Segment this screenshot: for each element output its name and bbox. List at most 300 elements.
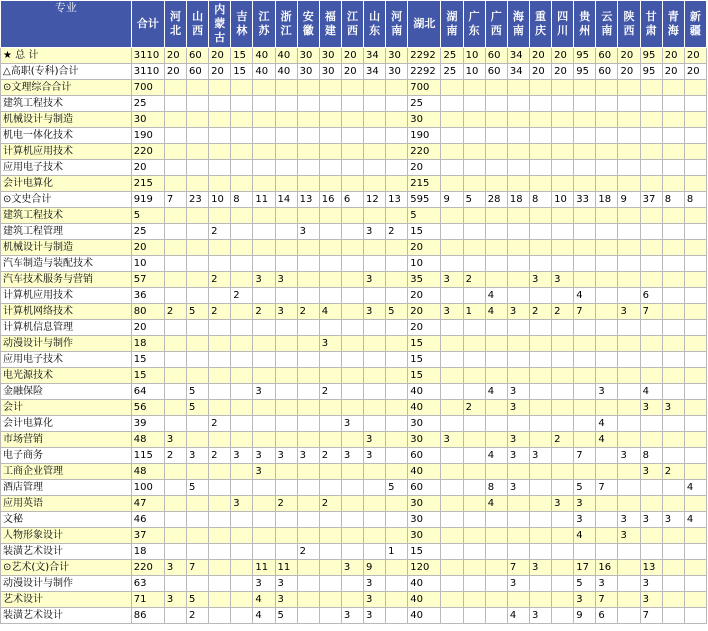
header-col: 四川	[552, 1, 574, 48]
major-name-cell: 计算机应用技术	[1, 144, 132, 160]
value-cell: 40	[408, 576, 441, 592]
value-cell	[386, 112, 408, 128]
value-cell	[485, 144, 507, 160]
value-cell	[187, 336, 209, 352]
value-cell	[319, 112, 341, 128]
value-cell	[164, 224, 186, 240]
value-cell: 4	[485, 448, 507, 464]
value-cell	[463, 464, 485, 480]
value-cell	[552, 128, 574, 144]
value-cell	[341, 384, 363, 400]
value-cell: 18	[131, 544, 164, 560]
value-cell	[552, 208, 574, 224]
value-cell	[341, 320, 363, 336]
value-cell: 3	[574, 496, 596, 512]
value-cell: 40	[408, 384, 441, 400]
value-cell	[297, 560, 319, 576]
value-cell	[231, 160, 253, 176]
value-cell	[253, 256, 275, 272]
value-cell: 3	[618, 528, 640, 544]
value-cell	[253, 208, 275, 224]
value-cell	[485, 160, 507, 176]
value-cell	[485, 592, 507, 608]
value-cell	[463, 432, 485, 448]
value-cell	[364, 400, 386, 416]
value-cell	[507, 528, 529, 544]
value-cell	[253, 160, 275, 176]
value-cell: 48	[131, 464, 164, 480]
value-cell	[596, 288, 618, 304]
value-cell: 37	[131, 528, 164, 544]
value-cell	[485, 352, 507, 368]
value-cell	[441, 176, 463, 192]
value-cell	[275, 112, 297, 128]
value-cell	[463, 176, 485, 192]
value-cell	[231, 224, 253, 240]
value-cell: 86	[131, 608, 164, 624]
value-cell	[441, 576, 463, 592]
value-cell	[341, 512, 363, 528]
value-cell	[209, 320, 231, 336]
value-cell: 3	[618, 448, 640, 464]
value-cell	[529, 480, 551, 496]
value-cell	[507, 144, 529, 160]
value-cell	[364, 352, 386, 368]
table-row	[1, 208, 707, 224]
value-cell: 5	[574, 480, 596, 496]
value-cell: 3	[364, 432, 386, 448]
value-cell	[319, 368, 341, 384]
value-cell	[275, 544, 297, 560]
value-cell	[209, 112, 231, 128]
value-cell	[297, 512, 319, 528]
value-cell	[209, 160, 231, 176]
value-cell	[485, 368, 507, 384]
value-cell: 4	[485, 288, 507, 304]
value-cell: 2	[319, 448, 341, 464]
table-row	[1, 464, 707, 480]
value-cell	[507, 288, 529, 304]
value-cell: 2	[164, 304, 186, 320]
value-cell	[529, 256, 551, 272]
value-cell	[341, 96, 363, 112]
value-cell: 8	[640, 448, 662, 464]
value-cell	[662, 224, 684, 240]
value-cell	[319, 416, 341, 432]
table-row	[1, 336, 707, 352]
value-cell	[662, 448, 684, 464]
header-col: 新疆	[684, 1, 706, 48]
value-cell	[640, 368, 662, 384]
value-cell	[552, 576, 574, 592]
value-cell: 11	[253, 192, 275, 208]
major-name-cell: 应用电子技术	[1, 160, 132, 176]
value-cell	[463, 80, 485, 96]
value-cell	[552, 176, 574, 192]
value-cell	[640, 432, 662, 448]
value-cell: 220	[131, 560, 164, 576]
table-row	[1, 320, 707, 336]
header-col: 安徽	[297, 1, 319, 48]
value-cell	[275, 288, 297, 304]
major-name-cell: 市场营销	[1, 432, 132, 448]
value-cell	[463, 448, 485, 464]
value-cell	[441, 80, 463, 96]
value-cell	[341, 176, 363, 192]
value-cell	[187, 576, 209, 592]
value-cell: 3	[275, 304, 297, 320]
value-cell	[507, 224, 529, 240]
table-row	[1, 256, 707, 272]
value-cell: 2	[253, 304, 275, 320]
value-cell: 15	[131, 368, 164, 384]
value-cell: 34	[364, 64, 386, 80]
value-cell	[231, 368, 253, 384]
value-cell: 5	[386, 480, 408, 496]
header-col: 海南	[507, 1, 529, 48]
value-cell	[463, 384, 485, 400]
value-cell	[485, 576, 507, 592]
value-cell	[275, 352, 297, 368]
value-cell: 215	[131, 176, 164, 192]
value-cell	[552, 368, 574, 384]
value-cell	[187, 368, 209, 384]
value-cell	[441, 528, 463, 544]
value-cell	[596, 352, 618, 368]
value-cell	[574, 432, 596, 448]
value-cell	[297, 464, 319, 480]
value-cell: 4	[319, 304, 341, 320]
value-cell	[164, 256, 186, 272]
value-cell	[364, 384, 386, 400]
value-cell: 11	[253, 560, 275, 576]
value-cell	[662, 80, 684, 96]
value-cell	[618, 576, 640, 592]
value-cell	[386, 256, 408, 272]
value-cell: 2	[297, 304, 319, 320]
value-cell	[596, 112, 618, 128]
header-col: 内蒙古	[209, 1, 231, 48]
value-cell	[529, 528, 551, 544]
value-cell: 3	[275, 272, 297, 288]
value-cell: 30	[297, 64, 319, 80]
value-cell	[441, 592, 463, 608]
value-cell: 20	[408, 288, 441, 304]
value-cell	[231, 384, 253, 400]
value-cell	[187, 128, 209, 144]
value-cell	[319, 560, 341, 576]
value-cell	[253, 224, 275, 240]
value-cell	[231, 352, 253, 368]
header-col: 江苏	[253, 1, 275, 48]
value-cell	[341, 144, 363, 160]
value-cell	[552, 560, 574, 576]
value-cell: 9	[618, 192, 640, 208]
value-cell	[187, 256, 209, 272]
value-cell	[209, 400, 231, 416]
value-cell	[529, 240, 551, 256]
value-cell	[596, 208, 618, 224]
value-cell	[297, 256, 319, 272]
value-cell: 4	[485, 496, 507, 512]
header-col: 湖南	[441, 1, 463, 48]
value-cell: 3	[529, 448, 551, 464]
value-cell	[187, 496, 209, 512]
value-cell	[164, 160, 186, 176]
value-cell: 2	[529, 304, 551, 320]
major-name-cell: 工商企业管理	[1, 464, 132, 480]
value-cell	[507, 416, 529, 432]
value-cell	[253, 432, 275, 448]
value-cell	[386, 512, 408, 528]
value-cell	[164, 128, 186, 144]
value-cell	[574, 240, 596, 256]
value-cell: 2	[187, 608, 209, 624]
value-cell: 100	[131, 480, 164, 496]
value-cell	[386, 240, 408, 256]
value-cell: 13	[640, 560, 662, 576]
value-cell	[275, 240, 297, 256]
value-cell: 20	[684, 64, 706, 80]
value-cell	[463, 352, 485, 368]
value-cell: 4	[574, 288, 596, 304]
value-cell	[341, 208, 363, 224]
value-cell	[684, 416, 706, 432]
header-col: 山西	[187, 1, 209, 48]
value-cell	[209, 512, 231, 528]
value-cell: 40	[408, 400, 441, 416]
value-cell: 3	[507, 384, 529, 400]
value-cell: 30	[408, 528, 441, 544]
value-cell	[231, 112, 253, 128]
major-name-cell: 动漫设计与制作	[1, 576, 132, 592]
value-cell	[341, 432, 363, 448]
value-cell: 8	[662, 192, 684, 208]
value-cell	[275, 432, 297, 448]
value-cell	[364, 96, 386, 112]
table-row	[1, 560, 707, 576]
value-cell	[574, 224, 596, 240]
value-cell	[364, 288, 386, 304]
value-cell	[209, 432, 231, 448]
value-cell: 2	[209, 304, 231, 320]
value-cell: 30	[386, 64, 408, 80]
header-col: 青海	[662, 1, 684, 48]
value-cell	[319, 288, 341, 304]
value-cell	[574, 544, 596, 560]
value-cell: 700	[408, 80, 441, 96]
value-cell	[596, 336, 618, 352]
value-cell	[341, 128, 363, 144]
value-cell: 2	[463, 272, 485, 288]
value-cell	[684, 560, 706, 576]
value-cell	[618, 480, 640, 496]
value-cell	[297, 400, 319, 416]
value-cell	[364, 528, 386, 544]
value-cell: 28	[485, 192, 507, 208]
value-cell	[485, 336, 507, 352]
value-cell	[364, 176, 386, 192]
value-cell	[529, 352, 551, 368]
value-cell	[684, 432, 706, 448]
value-cell: 9	[441, 192, 463, 208]
header-col: 广东	[463, 1, 485, 48]
value-cell	[187, 288, 209, 304]
value-cell: 3	[507, 448, 529, 464]
value-cell: 7	[640, 608, 662, 624]
value-cell: 3	[164, 592, 186, 608]
value-cell: 3	[297, 224, 319, 240]
value-cell	[574, 96, 596, 112]
value-cell	[485, 240, 507, 256]
value-cell	[485, 128, 507, 144]
value-cell: 30	[408, 432, 441, 448]
value-cell	[386, 576, 408, 592]
value-cell	[552, 112, 574, 128]
value-cell	[640, 528, 662, 544]
value-cell	[386, 528, 408, 544]
major-name-cell: ⊙文史合计	[1, 192, 132, 208]
major-name-cell: 会计	[1, 400, 132, 416]
table-row	[1, 416, 707, 432]
value-cell	[231, 272, 253, 288]
value-cell	[187, 208, 209, 224]
value-cell	[164, 80, 186, 96]
value-cell	[463, 608, 485, 624]
value-cell	[253, 544, 275, 560]
value-cell	[552, 256, 574, 272]
value-cell: 15	[131, 352, 164, 368]
value-cell	[552, 144, 574, 160]
value-cell: 30	[297, 48, 319, 64]
value-cell	[209, 240, 231, 256]
value-cell	[364, 496, 386, 512]
value-cell	[507, 112, 529, 128]
value-cell: 700	[131, 80, 164, 96]
value-cell	[164, 608, 186, 624]
value-cell: 3	[341, 448, 363, 464]
value-cell	[684, 336, 706, 352]
table-row	[1, 592, 707, 608]
value-cell	[297, 480, 319, 496]
value-cell: 40	[253, 64, 275, 80]
value-cell	[640, 272, 662, 288]
value-cell	[485, 608, 507, 624]
value-cell: 3	[640, 576, 662, 592]
value-cell	[596, 304, 618, 320]
value-cell	[552, 592, 574, 608]
value-cell: 4	[485, 304, 507, 320]
value-cell	[386, 400, 408, 416]
value-cell	[319, 240, 341, 256]
value-cell	[341, 576, 363, 592]
value-cell: 47	[131, 496, 164, 512]
value-cell: 30	[319, 64, 341, 80]
value-cell	[253, 400, 275, 416]
value-cell: 20	[341, 48, 363, 64]
value-cell	[640, 544, 662, 560]
major-name-cell: 汽车制造与装配技术	[1, 256, 132, 272]
value-cell	[386, 128, 408, 144]
value-cell: 34	[507, 48, 529, 64]
value-cell	[364, 240, 386, 256]
value-cell	[275, 480, 297, 496]
value-cell	[386, 432, 408, 448]
value-cell	[684, 128, 706, 144]
value-cell: 15	[408, 224, 441, 240]
value-cell	[209, 128, 231, 144]
value-cell	[552, 464, 574, 480]
value-cell	[640, 224, 662, 240]
value-cell: 919	[131, 192, 164, 208]
value-cell: 7	[596, 592, 618, 608]
table-row	[1, 96, 707, 112]
major-name-cell: 机械设计与制造	[1, 240, 132, 256]
value-cell	[386, 160, 408, 176]
value-cell: 2	[209, 448, 231, 464]
value-cell	[275, 416, 297, 432]
value-cell: 60	[485, 64, 507, 80]
value-cell: 13	[297, 192, 319, 208]
major-name-cell: △高职(专科)合计	[1, 64, 132, 80]
value-cell: 8	[529, 192, 551, 208]
value-cell: 39	[131, 416, 164, 432]
value-cell: 12	[364, 192, 386, 208]
major-name-cell: 计算机应用技术	[1, 288, 132, 304]
value-cell: 20	[552, 48, 574, 64]
value-cell	[341, 400, 363, 416]
value-cell	[529, 112, 551, 128]
value-cell	[596, 144, 618, 160]
value-cell: 7	[507, 560, 529, 576]
value-cell	[209, 256, 231, 272]
value-cell	[441, 336, 463, 352]
value-cell	[319, 176, 341, 192]
value-cell	[319, 592, 341, 608]
header-col: 江西	[341, 1, 363, 48]
value-cell	[297, 528, 319, 544]
value-cell: 15	[408, 336, 441, 352]
value-cell	[463, 320, 485, 336]
value-cell	[231, 240, 253, 256]
value-cell	[662, 304, 684, 320]
value-cell	[529, 416, 551, 432]
value-cell	[529, 544, 551, 560]
table-row	[1, 352, 707, 368]
value-cell	[618, 160, 640, 176]
value-cell	[596, 320, 618, 336]
value-cell	[507, 336, 529, 352]
value-cell: 80	[131, 304, 164, 320]
value-cell	[386, 464, 408, 480]
major-name-cell: 金融保险	[1, 384, 132, 400]
value-cell	[319, 480, 341, 496]
value-cell	[684, 176, 706, 192]
value-cell	[386, 176, 408, 192]
value-cell	[441, 160, 463, 176]
value-cell	[319, 464, 341, 480]
value-cell	[640, 336, 662, 352]
value-cell	[529, 512, 551, 528]
value-cell: 16	[596, 560, 618, 576]
value-cell: 5	[463, 192, 485, 208]
value-cell	[319, 256, 341, 272]
value-cell	[253, 112, 275, 128]
value-cell	[640, 160, 662, 176]
value-cell	[552, 528, 574, 544]
value-cell: 3	[618, 512, 640, 528]
value-cell	[640, 128, 662, 144]
